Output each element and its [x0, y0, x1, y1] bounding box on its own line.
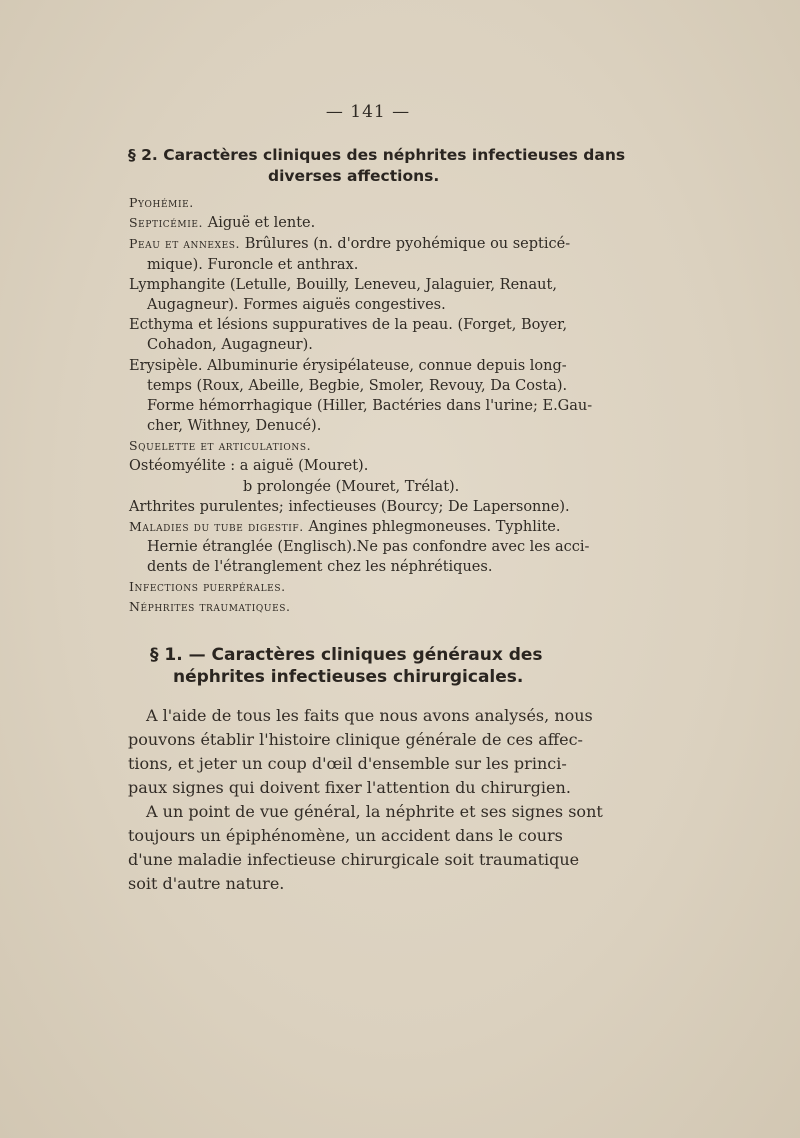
paragraph-line: d'une maladie infectieuse chirurgicale soit traumatique — [128, 850, 580, 869]
page-number: — 141 — — [325, 102, 411, 122]
list-line: dents de l'étranglement chez les néphrétiques. — [147, 559, 493, 575]
list-item-nephrites — [129, 597, 291, 617]
paragraph-line: soit d'autre nature. — [128, 874, 285, 893]
section-1-title-line1: § 1. — Caractères cliniques généraux des — [150, 645, 543, 665]
list-heading: Maladies du tube digestif. — [129, 519, 304, 534]
list-line: cher, Withney, Denucé). — [147, 418, 322, 434]
paragraph-line: pouvons établir l'histoire clinique générale de ces affec- — [128, 730, 583, 749]
paragraph-line: paux signes qui doivent fixer l'attention du chirurgien. — [128, 778, 571, 797]
paragraph-line: A l'aide de tous les faits que nous avons analysés, nous — [146, 706, 593, 725]
list-item-septicemie — [129, 213, 315, 233]
list-item-squelette — [129, 436, 311, 456]
list-heading: Néphrites traumatiques. — [129, 599, 291, 614]
list-line: Arthrites purulentes; infectieuses (Bourcy; De Lapersonne). — [129, 499, 570, 515]
list-heading: Infections puerpérales. — [129, 579, 286, 594]
list-text: Angines phlegmoneuses. Typhlite. — [303, 519, 561, 535]
list-line: Ostéomyélite : a aiguë (Mouret). — [129, 458, 369, 474]
paragraph-line: A un point de vue général, la néphrite et ses signes sont — [146, 802, 603, 821]
list-item-infections — [129, 577, 286, 597]
list-line: Cohadon, Augagneur). — [147, 337, 313, 353]
list-line: Erysipèle. Albuminurie érysipélateuse, connue depuis long- — [129, 358, 567, 374]
list-item-maladies — [129, 517, 560, 537]
list-item-pyohemie — [129, 193, 194, 213]
list-line: Augagneur). Formes aiguës congestives. — [147, 297, 446, 313]
list-text: Brûlures (n. d'ordre pyohémique ou septicé- — [240, 236, 571, 252]
list-line: Lymphangite (Letulle, Bouilly, Leneveu, Jalaguier, Renaut, — [129, 277, 557, 293]
list-line: temps (Roux, Abeille, Begbie, Smoler, Revouy, Da Costa). — [147, 378, 568, 394]
list-item-peau — [129, 234, 570, 254]
paragraph-line: tions, et jeter un coup d'œil d'ensemble sur les princi- — [128, 754, 567, 773]
list-line: Forme hémorrhagique (Hiller, Bactéries dans l'urine; E.Gau- — [147, 398, 593, 414]
list-line: Ecthyma et lésions suppuratives de la peau. (Forget, Boyer, — [129, 317, 568, 333]
list-heading: Septicémie. — [129, 215, 204, 230]
section-2-title-line1: § 2. Caractères cliniques des néphrites infectieuses dans — [128, 146, 626, 164]
list-heading: Pyohémie. — [129, 195, 194, 210]
section-1-title-line2: néphrites infectieuses chirurgicales. — [173, 667, 524, 687]
paragraph-line: toujours un épiphénomène, un accident dans le cours — [128, 826, 563, 845]
section-2-title-line2: diverses affections. — [268, 167, 440, 185]
list-line: b prolongée (Mouret, Trélat). — [243, 479, 460, 495]
list-heading: Squelette et articulations. — [129, 438, 312, 453]
list-text: Aiguë et lente. — [203, 215, 316, 231]
list-line: Hernie étranglée (Englisch).Ne pas confondre avec les acci- — [147, 539, 590, 555]
list-line: mique). Furoncle et anthrax. — [147, 257, 359, 273]
list-heading: Peau et annexes. — [129, 236, 241, 251]
